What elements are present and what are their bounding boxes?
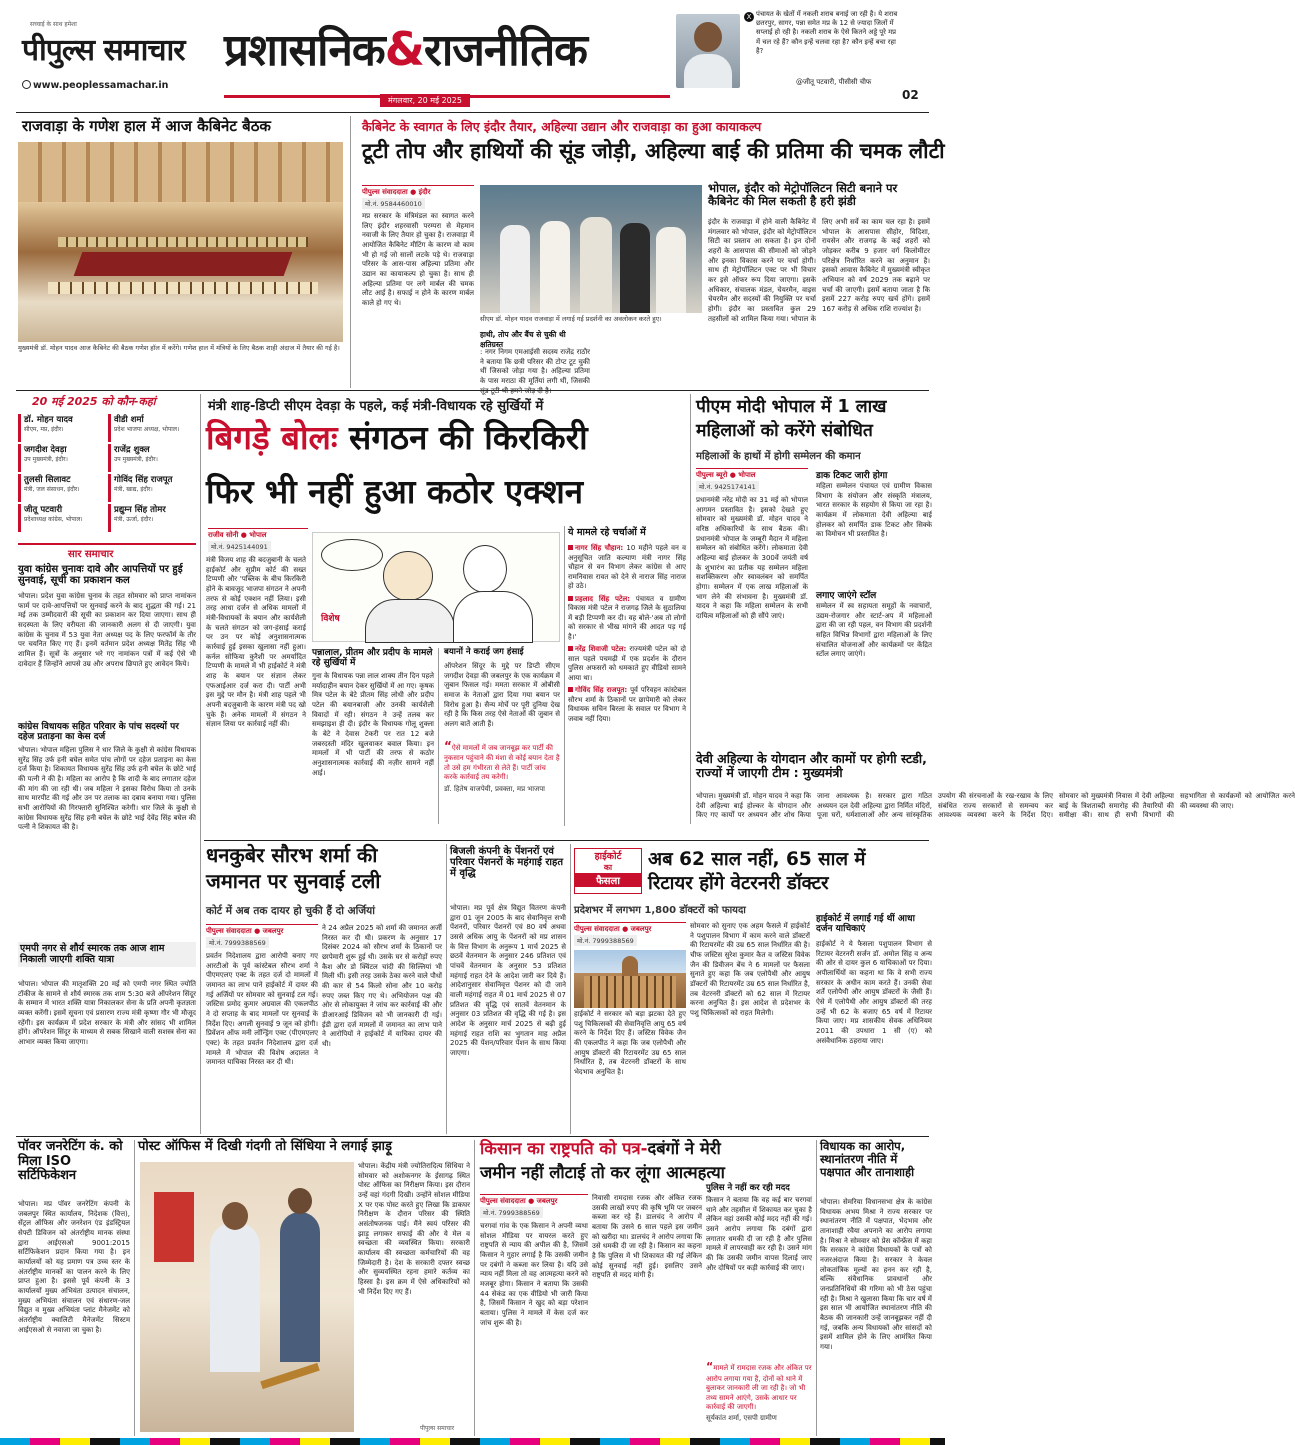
saar-h1: युवा कांग्रेस चुनावः दावे और आपत्तियों पर हुई सुनवाई, सूची का प्रकाशन कल — [18, 564, 183, 587]
bigde-sub2: पन्नालाल, प्रीतम और प्रदीप के मामले रहे सुर्खियों में — [312, 648, 433, 669]
cabinet-headline: टूटी तोप और हाथियों की सूंड जोड़ी, अहिल्या बाई की प्रतिमा की चमक लौटी — [362, 139, 945, 163]
kisan-mobile: मो.नं. 7999388569 — [480, 1207, 543, 1218]
tweet-author: @जीतू पटवारी, पीसीसी चीफ — [796, 78, 872, 86]
cartoon-figure-2 — [463, 545, 507, 593]
person-name: प्रद्युम्न सिंह तोमर — [114, 505, 166, 515]
person-place: उप मुख्यमंत्री, इंदौर। — [114, 456, 158, 463]
person-name: डॉ. मोहन यादव — [24, 415, 73, 425]
vidhayak-head: विधायक का आरोप, स्थानांतरण नीति में पक्षपात और तानाशाही — [820, 1139, 915, 1179]
print-marks — [0, 1438, 945, 1445]
saurabh-mobile: मो.नं. 7999388569 — [206, 937, 269, 948]
person-place: सीएम, मप्र, इंदौर। — [24, 426, 64, 433]
people-grid — [18, 414, 196, 534]
cartoon — [312, 532, 560, 642]
saar-b1: भोपाल। प्रदेश युवा कांग्रेस चुनाव के तहत सोमवार को प्राप्त नामांकन फार्म पर दावे-आपत्तियों पर सुनवाई करने के बाद शुद्धता की गई। 21 मई तक उम्मीदवारों की सूची का प्रकाशन कर दिया जाएगा। साथ ही सदस्यता के लिए वरीयता की जानकारी अलग से दी जाएगी। युवा कांग्रेस के चुनाव में 53 युवा नेता अध्यक्ष पद के लिए फरफॉर्म के तौर पर चयनित किए गए हैं। इनमें वर्तमान प्रदेश अध्यक्ष मितेंद्र सिंह भी शामिल हैं। सूत्रों के अनुसार भरे गए नामांकन पत्रों में कई ऐसे भी दावेदार हैं जिन्होंने आपसे उम्र और अपराध छिपाते हुए आवेदन किये। — [18, 592, 196, 668]
vet-body1: हाईकोर्ट ने सरकार को बड़ा झटका देते हुए पशु चिकित्सकों की सेवानिवृत्ति आयु 65 वर्ष करने के निर्देश दिए हैं। जस्टिस विवेक जैन की एकलपीठ ने कहा कि जब एलोपैथी और आयुष डॉक्टरों की रिटायरमेंट उम्र 65 साल निर्धारित है, तब वेटरनरी डॉक्टरों के साथ भेदभाव अनुचित है। — [574, 1010, 686, 1076]
vet-mobile: मो.नं. 7999388569 — [574, 935, 637, 946]
vet-side-head: हाईकोर्ट में लगाई गई थीं आधा दर्जन याचिकाएं — [816, 914, 915, 935]
bigde-body1: मंत्री विजय शाह की बदजुबानी के चलते हाईकोर्ट और सुप्रीम कोर्ट की सख्त टिप्पणी और 'पब्लिक के बीच किरकिरी होने के बावजूद भाजपा संगठन ने अपनी तरफ से कोई एक्शन नहीं लिया। इसी तरह आधा दर्जन से अधिक मामलों में मंत्री-विधायकों के बयान और कार्यशैली के चलते संगठन को जग-हंसाई कराई पर उन पर कोई अनुशासनात्मक कार्रवाई हुई इसका खुलासा नहीं हुआ। कर्नल सोफिया कुरैशी पर अमर्यादित टिप्पणी के मामले में भी हाईकोर्ट ने मंत्री शाह के बयान पर संज्ञान लेकर एफआईआर दर्ज करा दी। पार्टी अभी इस मुद्दे पर मौन है। मंत्री शाह पहले भी अपनी बदजुबानी के कारण मंत्री पद खो चुके हैं। अनेक मामलों में संगठन ने संज्ञान लिया पर कार्रवाई नहीं की। — [206, 556, 307, 729]
rule — [204, 840, 929, 841]
cartoon-figure — [383, 551, 433, 601]
post-credit: पीपुल्स समाचार — [420, 1425, 455, 1432]
section-title — [224, 18, 684, 78]
hc-badge — [574, 848, 642, 894]
kisan-head1-black: दबंगों ने मेरी — [647, 1139, 721, 1158]
divider — [474, 1140, 475, 1436]
ahilya-body: भोपाल। मुख्यमंत्री डॉ. मोहन यादव ने कहा कि देवी अहिल्या बाई होल्कर के योगदान और किए गए कार्यों पर अध्ययन और शोध किया जाना आवश्यक है। सरकार द्वारा गठित अध्ययन दल देवी अहिल्या द्वारा निर्मित मंदिरों, पूजा घरों, धर्मशालाओं और अन्य सांस्कृतिक उपयोग की संरचनाओं के रख-रखाव के लिए संबंधित राज्य सरकारों से समन्वय कर आवश्यक व्यवस्था करने के निर्देश दिए। सोमवार को मुख्यमंत्री निवास में देवी अहिल्या बाई के त्रिशताब्दी समारोह की तैयारियों की समीक्षा की। साथ ही सभी विभागों की सहभागिता से कार्यक्रमों को आयोजित करने की व्यवस्था की जाए। — [696, 792, 1295, 820]
bigde-byline: राजीव सोनी ● भोपाल — [208, 528, 308, 540]
power-body: भोपाल। मप्र पॉवर जनरेटिंग कंपनी के जबलपुर स्थित कार्यालय, निदेशक (वित्त), सेंट्रल ऑफिस और जनरेशन एंड इंडस्ट्रियल सेफ्टी डिविजन को अंतर्राष्ट्रीय मानक संस्था द्वारा आईएसओ 9001:2015 सर्टिफिकेशन प्रदान किया गया है। इन कार्यालयों को यह प्रमाण पत्र उच्च स्तर के अंतर्राष्ट्रीय मानकों का पालन करने के लिए प्राप्त हुआ है। इससे पूर्व कंपनी के 3 कार्यालयों मुख्य अभियंता उत्पादन संचालन, मुख्य अभियंता संचालन एवं संधारण-जल विद्युत व मुख्य अभियंता प्लांट मैनेजमेंट को अंतर्राष्ट्रीय क्वालिटी मैनेजमेंट सिस्टम आईएसओ से नवाजा जा चुका है। — [18, 1200, 130, 1334]
bullet-icon — [568, 646, 573, 651]
cases-list — [568, 544, 686, 824]
cabinet-left-caption: मुख्यमंत्री डॉ. मोहन यादव आज कैबिनेट की बैठक गणेश हॉल में करेंगे। गणेश हाल में मंत्रियों के लिए बैठक शाही अंदाज में तैयार की गई है। — [18, 344, 340, 352]
cabinet-photo-caption: सीएम डॉ. मोहन यादव राजवाड़ा में लगाई गई प्रदर्शनी का अवलोकन करते हुए। — [480, 315, 662, 323]
vet-head2: रिटायर होंगे वेटरनरी डॉक्टर — [648, 873, 829, 894]
person-name: गोविंद सिंह राजपूत — [114, 475, 173, 485]
vet-head1: अब 62 साल नहीं, 65 साल में — [648, 849, 866, 870]
divider — [816, 1140, 817, 1436]
bullet-icon — [568, 596, 573, 601]
person-place: प्रदेश भाजपा अध्यक्ष, भोपाल। — [114, 426, 180, 433]
highcourt-photo — [574, 950, 686, 1008]
modi-sb1: महिला सम्मेलन पंचायत एवं ग्रामीण विकास विभाग के संयोजन और संस्कृति मंत्रालय, भारत सरकार के सहयोग से किया जा रहा है। कार्यक्रम में लोकमाता देवी अहिल्या बाई होलकर को समर्पित डाक टिकट और सिक्के का विमोचन भी प्रस्तावित है। — [816, 482, 932, 539]
quote-icon: “ — [444, 739, 452, 753]
hc-badge-1: हाईकोर्ट — [594, 851, 622, 862]
vet-side-body: हाईकोर्ट ने ये फैसला पशुपालन विभाग से रिटायर वेटरनरी सर्जन डॉ. अमोल सिंह व अन्य की ओर से दायर कुल 6 याचिकाओं पर दिया। अपीलार्थियों का कहना था कि वे सभी राज्य सरकार के अधीन काम करते हैं। उनकी सेवा शर्तें एलोपैथी और आयुष डॉक्टरों के जैसी हैं। ऐसे में एलोपैथी और आयुष डॉक्टरों की तरह उन्हें भी 62 के बजाए 65 वर्ष में रिटायर किया जाए। मप्र शासकीय सेवक अधिनियम 2011 की उपधारा 1 सी (ए) को असंवैधानिक ठहराया जाए। — [816, 940, 932, 1045]
tweet-text: पंचायत के खेतों में नकली शराब बनाई जा रही है। ये शराब छतरपुर, सागर, पन्ना समेत मप्र के 12 से ज्यादा जिलों में सप्लाई हो रही है। नकली शराब के ऐसे कितने अड्डे पूरे मप्र में चल रहे हैं? कौन इन्हें चलवा रहा है? कौन इन्हें बचा रहा है? — [756, 10, 898, 55]
person-place: उप मुख्यमंत्री, इंदौर। — [24, 456, 68, 463]
divider — [564, 526, 565, 826]
masthead-tagline: सच्चाई के साथ हमेशा — [30, 21, 77, 28]
vet-byline: पीपुल्स संवाददाता ● जबलपुर — [574, 922, 686, 934]
saurabh-deck: कोर्ट में अब तक दायर हो चुकी हैं दो अर्जियां — [206, 905, 375, 917]
cabinet-list — [18, 394, 196, 534]
saurabh-head2: जमानत पर सुनवाई टली — [206, 869, 381, 893]
cabinet-kicker: कैबिनेट के स्वागत के लिए इंदौर तैयार, अहिल्या उद्यान और राजवाड़ा का हुआ कायाकल्प — [362, 119, 762, 134]
case-name: नरेंद्र शिवाजी पटेल: — [575, 645, 627, 654]
rule — [16, 390, 929, 391]
kisan-quote-by: सूर्यकांत शर्मा, एसपी ग्रामीण — [706, 1413, 777, 1422]
bijli-head: बिजली कंपनी के पेंशनरों एवं परिवार पेंशनरों के महंगाई राहत में वृद्धि — [450, 846, 564, 880]
bigde-head2: फिर भी नहीं हुआ कठोर एक्शन — [206, 472, 584, 511]
divider — [570, 844, 571, 1134]
case-text: पूर्व परिवहन कांस्टेबल सौरभ शर्मा के ठिकानों पर छापेमारी को लेकर विधायक सचिन बिरला के सवाल पर विभाग ने जवाब नहीं दिया। — [568, 686, 686, 723]
cabinet-mobile: मो.नं. 9584460010 — [362, 198, 425, 209]
person-place: प्रदेशाध्यक्ष कांग्रेस, भोपाल। — [24, 516, 83, 523]
person-name: राजेंद्र शुक्ल — [114, 445, 150, 455]
person-name: जीतू पटवारी — [24, 505, 63, 515]
x-icon: X — [744, 12, 754, 22]
kisan-quote-text: मामले में रामदास रजक और अंकित पर आरोप लगाया गया है, दोनों को थाने में बुलाकर जानकारी ली जा रही है। जो भी तथ्य सामने आएंगे, उसके आधार पर कार्रवाई की जाएगी। — [706, 1364, 812, 1412]
masthead-date: मंगलवार, 20 मई 2025 — [380, 94, 470, 107]
case-item — [568, 544, 686, 592]
kisan-head1 — [480, 1140, 810, 1158]
divider — [134, 1140, 135, 1436]
modi-mobile: मो.नं. 9425174141 — [696, 481, 759, 492]
page-number: 02 — [902, 88, 919, 102]
person-entry — [108, 444, 196, 472]
tweet-avatar — [676, 14, 740, 88]
modi-byline: पीपुल्स ब्यूरो ● भोपाल — [696, 468, 808, 480]
kisan-body3: किसान ने बताया कि वह कई बार चरगवां थाने और तहसील में शिकायत कर चुका है लेकिन वहां उसकी कोई मदद नहीं की गई। उसने आरोप लगाया कि दबंगों द्वारा लगातार धमकी दी जा रही है और पुलिस मामले में लापरवाही कर रही है। उसने मांग की कि उसकी जमीन वापस दिलाई जाए और दोषियों पर कड़ी कार्रवाई की जाए। — [706, 1196, 812, 1272]
masthead-logo[interactable] — [22, 28, 222, 72]
kisan-body1: चरगवां गांव के एक किसान ने अपनी व्यथा सोशल मीडिया पर वायरल करते हुए राष्ट्रपति से न्याय की अपील की है, जिसमें किसान ने गुहार लगाई है कि उसकी जमीन पर दबंगों ने कब्जा कर लिया है। यदि उसे न्याय नहीं मिला तो वह आत्महत्या करने को मजबूर होगा। किसान ने बताया कि उसकी 44 सेकंड का एक वीडियो भी जारी किया है, जिसमें किसान ने खुद को बड़ा परेशान बताया। पुलिस ने मामले में केस दर्ज कर जांच शुरू की है। — [480, 1222, 588, 1327]
cabinet-body2-b — [594, 330, 702, 386]
kisan-body2: निवासी रामदास रजक और अंकित रजक उसकी लाखों रुपए की कृषि भूमि पर जबरन कब्जा कर रहे हैं। डालचंद ने आरोप में बताया कि उसने 6 साल पहले इस जमीन को खरीदा था। डालचंद ने आरोप लगाया कि उसे धमकी दी जा रही है। किसान का कहना है कि पुलिस में भी शिकायत की गई लेकिन कोई सुनवाई नहीं हुई। इसलिए उसने राष्ट्रपति से मदद मांगी है। — [592, 1194, 702, 1280]
person-entry — [108, 504, 196, 532]
globe-icon — [22, 80, 31, 89]
case-name: प्रहलाद सिंह पटेल: — [575, 594, 631, 603]
saar-title: सार समाचार — [64, 546, 117, 560]
modi-head1: पीएम मोदी भोपाल में 1 लाख — [696, 397, 887, 417]
divider — [350, 116, 351, 388]
vishesh-badge: विशेष — [318, 610, 343, 625]
cases-box — [568, 528, 686, 824]
power-head: पॉवर जनरेटिंग कं. को मिला ISO सर्टिफिकेशन — [18, 1139, 123, 1184]
person-name: वीडी शर्मा — [114, 415, 144, 425]
ahilya-head: देवी अहिल्या के योगदान और कामों पर होगी स्टडी, राज्यों में जाएगी टीम : मुख्यमंत्री — [696, 751, 927, 780]
modi-deck: महिलाओं के हाथों में होगी सम्मेलन की कमान — [696, 451, 861, 462]
person-place: मंत्री, जल संसाधन, इंदौर। — [24, 486, 80, 493]
section-title-amp: & — [384, 22, 424, 76]
case-text: 10 महीने पहले वन व अनुसूचित जाति कल्याण मंत्री नागर सिंह चौहान से वन विभाग लेकर कांग्रेस से आए रामनिवास रावत को देने से नाराज सिंह नाराज हो उठे। — [568, 544, 686, 591]
vidhayak-body: भोपाल। सेमरिया विधानसभा क्षेत्र के कांग्रेस विधायक अभय मिश्रा ने राज्य सरकार पर स्थानांतरण नीति में पक्षपात, भेदभाव और तानाशाही रवैया अपनाने का आरोप लगाया है। मिश्रा ने सोमवार को प्रेस कॉन्फ्रेंस में कहा कि सरकार ने कांग्रेस विधायकों के पत्रों को नजरअंदाज किया है। सरकार ने केवल लोकतांत्रिक मूल्यों का हनन कर रही है, बल्कि संवैधानिक प्रावधानों और जनप्रतिनिधियों की गरिमा को भी ठेस पहुंचा रही है। मिश्रा ने खुलासा किया कि चार वर्ष में इस साल भी आयोजित स्थानांतरण नीति की बैठक की जानकारी उन्हें जानबूझकर नहीं दी गई, जबकि अन्य विधायकों और सांसदों को इसमें शामिल होने के लिए आमंत्रित किया गया। — [820, 1198, 932, 1351]
cabinet-left-head: राजवाड़ा के गणेश हाल में आज कैबिनेट बैठक — [22, 117, 271, 135]
post-photo — [140, 1162, 354, 1432]
masthead-website[interactable] — [22, 80, 168, 91]
saurabh-byline: पीपुल्स संवाददाता ● जबलपुर — [206, 924, 318, 936]
post-body: भोपाल। केंद्रीय मंत्री ज्योतिरादित्य सिंधिया ने सोमवार को अशोकनगर के ईसागढ़ स्थित पोस्ट ऑफिस का निरीक्षण किया। इस दौरान उन्हें वहां गंदगी दिखी। उन्होंने सोशल मीडिया X पर एक पोस्ट करते हुए लिखा कि डाकघर निरीक्षण के दौरान परिसर की स्थिति असंतोषजनक पाई। मैंने स्वयं परिसर की झाड़ू लगाकर सफाई की और ये मेल व स्वच्छता की व्यवस्थित किया। सरकारी कार्यालय की स्वच्छता कर्मचारियों की वह जिम्मेदारी है। देश के सरकारी दफ्तर स्वच्छ और सुव्यवस्थित रहना हमारे कर्तव्य का हिस्सा है। इस क्रम में ऐसे अधिकारियों को भी निर्देश दिए गए हैं। — [358, 1162, 470, 1296]
bigde-quote — [444, 738, 560, 824]
cabinet-list-title: 20 मई 2025 को कौन-कहां — [32, 395, 156, 408]
rule — [16, 112, 929, 113]
cabinet-body: मप्र सरकार के मंत्रिमंडल का स्वागत करने लिए इंदौर शहरवासी परम्परा से मेहमान नवाजी के लिए तैयार हो चुका है। राजवाड़ा में आयोजित कैबिनेट मीटिंग के कारण वो काम भी हो गई जो सालों लटके पड़े थे। राजवाड़ा परिसर के आस-पास अहिल्या प्रतिमा और उद्यान का कायाकल्प हो चुका है। साथ ही अहिल्या प्रतिमा पर लगे मार्बल की चमक लौट आई है। सफाई न होने के कारण मार्बल काले हो गए थे। — [362, 212, 474, 307]
case-item — [568, 595, 686, 643]
vet-deck: प्रदेशभर में लगभग 1,800 डॉक्टरों को फायदा — [574, 905, 746, 916]
case-text: राज्यमंत्री पटेल को दो साल पहले पचमढ़ी में एक प्रदर्शन के दौरान पुलिस अफसरों को धमकाते हुए वीडियो सामने आया था। — [568, 645, 686, 682]
tweet-box — [676, 8, 898, 90]
kisan-sub: पुलिस ने नहीं कर रही मदद — [706, 1183, 790, 1193]
cabinet-sub: हाथी, तोप और बैंच से चुकी थी क्षतिग्रस्त — [480, 330, 566, 349]
kisan-quote — [706, 1360, 812, 1436]
modi-sb2: सम्मेलन में स्व सहायता समूहों के नवाचारों, उद्यम-रोजगार और स्टार्ट-अप में महिलाओं द्वारा की जा रही पहल, वन विभाग की प्रदर्शनी सहित विभिन्न विभागों द्वारा महिलाओं के लिए संचालित योजनाओं और कार्यक्रमों पर केंद्रित स्टॉल लगाए जाएंगे। — [816, 602, 932, 659]
case-item — [568, 686, 686, 724]
case-name: नागर सिंह चौहान: — [575, 544, 624, 552]
case-text: पंचायत व ग्रामीण विकास मंत्री पटेल ने राजगढ़ जिले के सुठालिया में बड़ी टिप्पणी कर दी। वह बोले-'अब तो लोगों को सरकार से भीख मांगने की आदत पड़ गई है।' — [568, 594, 686, 641]
divider — [200, 394, 201, 1134]
post-head: पोस्ट ऑफिस में दिखी गंदगी तो सिंधिया ने लगाई झाड़ू — [138, 1139, 392, 1154]
saurabh-body2: ने 24 अप्रैल 2025 को शर्मा की जमानत अर्जी निरस्त कर दी थी। प्रकरण के अनुसार 17 दिसंबर 2024 को सौरभ शर्मा के ठिकानों पर छापेमारी शुरू हुई थी। उसके घर से करोड़ों रुपए कैश और डो क्विंटल चांदी की सिल्लियां भी मिली थीं। इसी तरह उसके ठेका करने वाले पौधों की कार से 54 किलो सोना और 10 करोड़ रुपए जब्त किए गए थे। अभियोजन पक्ष की ओर से लोकायुक्त ने जांच कर कार्रवाई की और डीआरआई डिविजन को भी जानकारी दी गई। ईडी द्वारा दर्ज मामलों में जमानत का लाभ पाने ने आरोपियों ने हाईकोर्ट में याचिका दायर की थी। — [322, 924, 442, 1048]
bigde-kicker: मंत्री शाह-डिप्टी सीएम देवड़ा के पहले, कई मंत्री-विधायक रहे सुर्खियों में — [208, 399, 544, 414]
person-place: मंत्री, ऊर्जा, इंदौर। — [114, 516, 154, 523]
cabinet-body2: : नगर निगम एमआईसी सदस्य राजेंद्र राठौर ने बताया कि छत्री परिसर की टोप्ट टूट चुकी थीं जिसको जोड़ा गया है। अहिल्या प्रतिमा के पास मराठा की मूर्तियां लगी थीं, जिसकी — [480, 348, 590, 385]
quote-icon: “ — [706, 1360, 714, 1373]
cabinet-hall-photo — [18, 142, 343, 342]
saurabh-body1: प्रवर्तन निदेशालय द्वारा आरोपी बनाए गए आरटीओ के पूर्व कांस्टेबल सौरभ शर्मा ने पीएमएलए एक्ट के तहत दर्ज दो मामलों में जमानत का लाभ पाने हाईकोर्ट में दायर की गई अर्जियों पर सोमवार को सुनवाई टल गई। जस्टिस प्रमोद कुमार अग्रवाल की एकलपीठ ने दो सप्ताह के बाद मामलों पर सुनवाई के निर्देश दिए। अगली सुनवाई 9 जून को होगी। प्रिवेंशन ऑफ मनी लॉन्ड्रिंग एक्ट (पीएमएलए एक्ट) के तहत प्रवर्तन निदेशालय द्वारा दर्ज मामले में भोपाल की विशेष अदालत ने जमानत याचिका निरस्त कर दी थी। — [206, 952, 318, 1067]
rule — [16, 1136, 929, 1137]
kisan-byline: पीपुल्स संवाददाता ● जबलपुर — [480, 1194, 588, 1206]
saar-b2: भोपाल। भोपाल महिला पुलिस ने धार जिले के कुक्षी से कांग्रेस विधायक सुरेंद्र सिंह उर्फ हनी बघेल समेत पांच लोगों पर दहेज प्रताड़ना का केस दर्ज किया है। शिकायत विधायक सुरेंद्र सिंह उर्फ हनी बघेल के छोटे भाई की पत्नी ने की है। महिला का आरोप है कि शादी के बाद लगातार दहेज की मांग की जा रही थी। जब महिला ने इसका विरोध किया तो उनके साथ मारपीट की गई और उन पर तलाक का दबाव बनाया गया। पुलिस सभी आरोपियों की गिरफ्तारी सुनिश्चित करेगी। धार जिले के कुक्षी से कांग्रेस विधायक सुरेंद्र सिंह हनी बघेल के छोटे भाई देवेंद्र सिंह बघेल की पत्नी ने शिकायत की है। — [18, 746, 196, 832]
saurabh-head1: धनकुबेर सौरभ शर्मा की — [206, 843, 378, 867]
case-item — [568, 645, 686, 683]
person-name: जगदीश देवड़ा — [24, 445, 67, 455]
bullet-icon — [568, 687, 573, 692]
divider — [438, 648, 439, 824]
cabinet-byline: पीपुल्स संवाददाता ● इंदौर — [362, 185, 474, 197]
bigde-body2: गुना के विधायक पन्ना लाल शाक्य तीन दिन पहले मर्यादाहीन बयान देकर सुर्खियों में आ गए। कृषक मित्र पटेल के बेटे प्रीतम सिंह लोधी और प्रदीप पटेल की बयानबाजी और उनकी कार्यशैली विवादों में रही। संगठन ने उन्हें तलब कर समझाइश ही दी। इंदौर के विधायक गोलू शुक्ला के बेटे ने देवास टेकरी पर रात 12 बजे जबरदस्ती मंदिर खुलवाकर बवाल किया। इन मामलों में भी पार्टी की तरफ से कठोर अनुशासनात्मक कार्रवाई की नज़ीर सामने नहीं आई। — [312, 672, 434, 777]
saar-b3: भोपाल। भोपाल की मातृशक्ति 20 मई को एमपी नगर स्थित ज्योति टॉकीज के सामने से शौर्य स्मारक तक शाम 5:30 बजे ऑपरेशन सिंदूर के सम्मान में भारत शक्ति यात्रा निकालकर सेना के प्रति अपनी कृतज्ञता व्यक्त करेंगी। इसमें सूचना एवं प्रसारण राज्य मंत्री कृष्णा गौर भी मौजूद रहेंगी। इस कार्यक्रम में प्रदेश सरकार के मंत्री और सांसद भी शामिल होंगे। ऑपरेशन सिंदूर के माध्यम से सबक सिखाने वाली सशस्त्र सेना का आभार व्यक्त किया जाएगा। — [18, 980, 196, 1046]
person-place: मंत्री, खाद्य, इंदौर। — [114, 486, 153, 493]
case-name: गोविंद सिंह राजपूत: — [575, 686, 628, 695]
metro-head: भोपाल, इंदौर को मेट्रोपॉलिटन सिटी बनाने पर कैबिनेट की मिल सकती है हरी झंडी — [708, 181, 898, 208]
bigde-head1: संगठन की किरकिरी — [349, 418, 588, 457]
person-entry — [18, 414, 106, 442]
kisan-head2: जमीन नहीं लौटाई तो कर लूंगा आत्महत्या — [480, 1163, 725, 1182]
bigde-label: बिगड़े बोलः — [206, 418, 338, 457]
hc-badge-2: का — [603, 863, 613, 872]
logo-text: पीपुल्स समाचार — [22, 33, 185, 68]
section-title-b: राजनीतिक — [423, 25, 587, 76]
metro-body: इंदौर के राजवाड़ा में होने वाली कैबिनेट में मंगलवार को भोपाल, इंदौर को मेट्रोपॉलिटन सिटी का प्रस्ताव आ सकता है। इन दोनों शहरों के आसपास की सीमाओं को जोड़ने और इनका विकास करने पर चर्चा होगी। साथ ही मेट्रोपॉलिटन एक्ट पर भी विचार कर इसे ऑफर रूप दिया जाएगा। इसके अधिकार, संचालक मंडल, चेयरमैन, वाइस चेयरमैन और सदस्यों की नियुक्ति पर चर्चा होगी। इंदौर का प्रस्तावित कुल 29 तहसीलों को शामिल किया गया। भोपाल के लिए अभी सर्वे का काम चल रहा है। इसमें भोपाल के आसपास सीहोर, विदिशा, रायसेन और राजगढ़ के कई शहरों को जोड़कर करीब 9 हजार वर्ग किलोमीटर परिक्षेत्र निर्धारित करने का अनुमान है। इसको आवास कैबिनेट में मुख्यमंत्री स्वीकृत अभियान को वर्ष 2029 तक बढ़ाने पर चर्चा की जाएगी। इसमें बताया जाता है कि इसमें 227 करोड़ रुपए खर्च होंगे। इसमें 167 करोड़ से अधिक राशि राज्यांश है। — [708, 218, 930, 323]
section-title-a: प्रशासनिक — [224, 25, 385, 76]
person-entry — [18, 444, 106, 472]
masthead — [0, 0, 945, 112]
saar-h3: एमपी नगर से शौर्य स्मारक तक आज शाम निकाली जाएगी शक्ति यात्रा — [18, 942, 196, 967]
bigde-mobile: मो.नं. 9425144091 — [208, 541, 271, 552]
cabinet-photo — [480, 185, 702, 313]
cases-title: ये मामले रहे चर्चाओं में — [568, 527, 646, 538]
modi-body: प्रधानमंत्री नरेंद्र मोदी का 31 मई को भोपाल आगमन प्रस्तावित है। इसको देखते हुए सोमवार को मुख्यमंत्री डॉ. मोहन यादव ने वरिष्ठ अधिकारियों के साथ बैठक की। प्रधानमंत्री भोपाल के जम्बूरी मैदान में महिला सम्मेलन को संबोधित करेंगे। लोकमाता देवी अहिल्या बाई होलकर के 300वें जयंती वर्ष के शुभारंभ का प्रतीक यह सम्मेलन महिला सशक्तिकरण और स्वावलंबन को समर्पित होगा। सम्मेलन में एक लाख महिलाओं के भाग लेने की संभावना है। मुख्यमंत्री डॉ. यादव ने कहा कि महिला सम्मेलन के सभी दायित्व महिलाओं को ही सौंपे जाएं। — [696, 496, 808, 620]
speech-bubble — [321, 539, 383, 571]
modi-head2: महिलाओं को करेंगे संबोधित — [696, 421, 873, 441]
modi-sub1: डाक टिकट जारी होगा — [816, 471, 888, 481]
modi-sub2: लगाए जाएंगे स्टॉल — [816, 591, 877, 601]
vet-body2: सोमवार को सुनाए एक अहम फैसले में हाईकोर्ट ने पशुपालन विभाग में काम करने वाले डॉक्टरों की रिटायरमेंट की उम्र 65 साल निर्धारित की है। चीफ जस्टिस सुरेश कुमार कैत व जस्टिस विवेक जैन की डिवीजन बेंच ने 6 मामलों पर फैसला सुनाते हुए कहा कि जब एलोपैथी और आयुष डॉक्टरों की रिटायरमेंट उम्र 65 साल निर्धारित है, तब वेटरनरी डॉक्टरों को 62 साल में रिटायर करना अनुचित है। इस आदेश से प्रदेशभर के पशु चिकित्सकों को राहत मिलेगी। — [690, 922, 810, 1017]
person-entry — [18, 504, 106, 532]
bigde-quote-text: ऐसे मामलों में जब जानबूझ कर पार्टी की नुकसान पहुंचाने की मंशा से कोई बयान देता है तो उसे हम गंभीरता से लेते हैं। पार्टी जांच करके कार्रवाई तय करेगी। — [444, 744, 560, 782]
divider — [690, 394, 691, 824]
saar-title-bar — [18, 543, 196, 559]
person-entry — [108, 414, 196, 442]
bullet-icon — [568, 545, 573, 550]
person-name: तुलसी सिलावट — [24, 475, 71, 485]
person-entry — [108, 474, 196, 502]
person-entry — [18, 474, 106, 502]
bigde-headline — [206, 420, 686, 457]
hc-badge-3: फैसला — [575, 873, 641, 887]
bigde-sub3: बयानों ने कराई जग हंसाई — [444, 647, 524, 657]
bijli-body: भोपाल। मप्र पूर्व क्षेत्र विद्युत वितरण कंपनी द्वारा 01 जून 2005 के बाद सेवानिवृत्त सभी पेंशनरों, परिवार पेंशनरों एवं 80 वर्ष अथवा उससे अधिक आयु के पेंशनरों को मप्र शासन के वित्त विभाग के अनुरूप 1 मार्च 2025 से छठवें वेतनमान के अनुसार 246 प्रतिशत एवं पांचवें वेतनमान के अनुसार 53 प्रतिशत महंगाई राहत देने के आदेश जारी कर दिये हैं। आदेशानुसार सेवानिवृत्त पेंशनर को दी जाने वाली महंगाई राहत में 01 मार्च 2025 से 07 प्रतिशत की वृद्धि एवं सातवें वेतनमान के अनुसार 03 प्रतिशत की वृद्धि की गई है। इस आदेश के अनुसार मार्च 2025 से बढ़ी हुई महंगाई राहत राशि का भुगतान माह अप्रैल 2025 की पेंशन/परिवार पेंशन के साथ किया जाएगा। — [450, 904, 566, 1057]
bigde-body3: ऑपरेशन सिंदूर के मुद्दे पर डिप्टी सीएम जगदीश देवड़ा की जबलपुर के एक कार्यक्रम में जुबान फिसल गई। ममता सरकार में ओबीसी समाज के नेताओं द्वारा दिया गया बयान पर विरोध हुआ है। सैन्य मोर्चे पर पूरी दुनिया देख रही है कि किस तरह ऐसे नेताओं की जुबान से अलग बातें आती हैं। — [444, 662, 560, 728]
saar-h2: कांग्रेस विधायक सहित परिवार के पांच सदस्यों पर दहेज प्रताड़ना का केस दर्ज — [18, 722, 179, 743]
divider — [446, 844, 447, 1134]
kisan-head1-red: किसान का राष्ट्रपति को पत्र- — [480, 1139, 648, 1158]
bigde-quote-by: डॉ. हितेष वाजपेयी, प्रवक्ता, मप्र भाजपा — [444, 784, 545, 793]
website-text: www.peoplessamachar.in — [33, 80, 169, 91]
